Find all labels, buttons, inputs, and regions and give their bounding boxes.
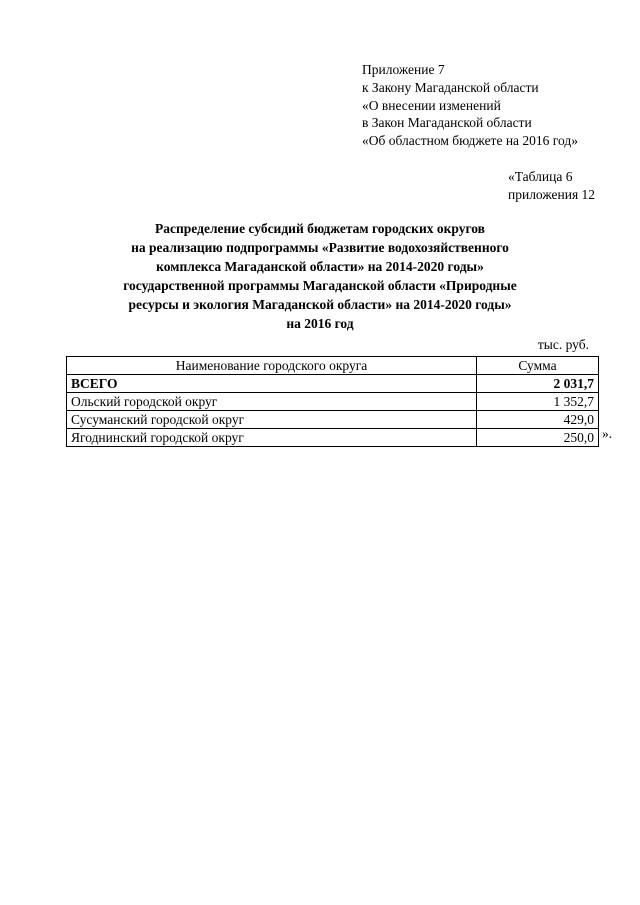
document-title [60, 219, 580, 333]
table-reference-line: «Таблица 6 [508, 169, 573, 184]
closing-quote-mark: ». [602, 426, 613, 441]
district-name: Ягоднинский городской округ [67, 429, 477, 447]
appendix-line: в Закон Магаданской области [362, 115, 532, 131]
district-amount: 250,0 [477, 429, 599, 447]
total-row [67, 375, 599, 393]
column-header-district: Наименование городского округа [67, 357, 477, 375]
title-line: на 2016 год [286, 316, 354, 331]
title-line: на реализацию подпрограммы «Развитие водохозяйственного [131, 240, 509, 255]
appendix-line: Приложение 7 [362, 62, 445, 77]
table-row [67, 393, 599, 411]
subsidy-table [66, 356, 599, 447]
district-amount: 429,0 [477, 411, 599, 429]
title-line: Распределение субсидий бюджетам городских округов [155, 221, 485, 236]
district-name: Ольский городской округ [67, 393, 477, 411]
title-line: государственной программы Магаданской области «Природные [123, 278, 517, 293]
district-amount: 1 352,7 [477, 393, 599, 411]
district-name: Сусуманский городской округ [67, 411, 477, 429]
total-amount: 2 031,7 [477, 375, 599, 393]
title-line: ресурсы и экология Магаданской области» на 2014-2020 годы» [128, 297, 512, 312]
title-line: комплекса Магаданской области» на 2014-2020 годы» [156, 259, 484, 274]
appendix-header [362, 61, 578, 150]
appendix-line: к Закону Магаданской области [362, 79, 539, 95]
table-reference-line: приложения 12 [508, 186, 596, 202]
appendix-line: «О внесении изменений [362, 97, 501, 113]
table-reference [508, 168, 595, 204]
appendix-line: «Об областном бюджете на 2016 год» [362, 133, 578, 149]
table-header-row [67, 357, 599, 375]
total-label: ВСЕГО [67, 375, 477, 393]
table-row [67, 429, 599, 447]
column-header-amount: Сумма [477, 357, 599, 375]
table-row [67, 411, 599, 429]
units-label: тыс. руб. [537, 337, 589, 352]
